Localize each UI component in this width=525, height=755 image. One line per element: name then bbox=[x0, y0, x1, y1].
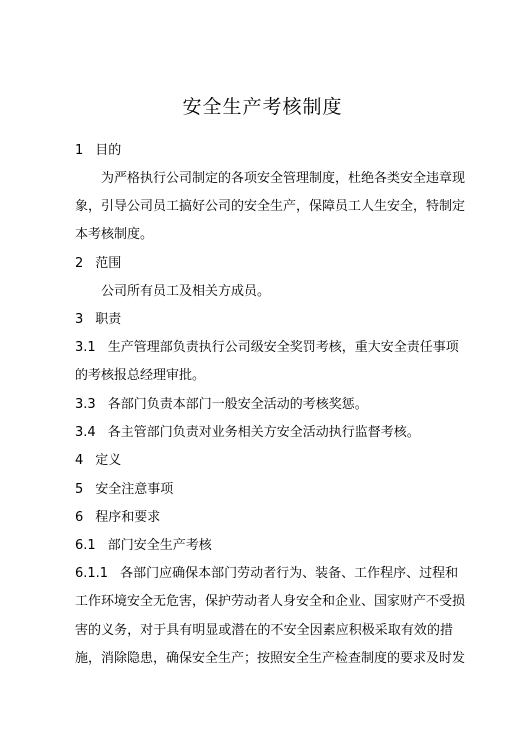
purpose-line-3: 本考核制度。 bbox=[75, 227, 154, 242]
section-title: 安全注意事项 bbox=[95, 482, 174, 497]
section-title: 范围 bbox=[95, 256, 122, 271]
section-number: 6 bbox=[75, 510, 84, 525]
clause-6-1-1-line-2: 工作环境安全无危害，保护劳动者人身安全和企业、国家财产不受损 bbox=[75, 594, 466, 609]
section-3-heading bbox=[75, 311, 121, 329]
section-title: 程序和要求 bbox=[95, 510, 161, 525]
section-number: 3 bbox=[75, 312, 84, 327]
section-2-heading bbox=[75, 255, 121, 273]
clause-number: 6.1.1 bbox=[75, 566, 109, 581]
duty-3-4 bbox=[75, 424, 420, 442]
subsection-6-1-heading bbox=[75, 537, 212, 555]
clause-number: 3.3 bbox=[75, 397, 96, 412]
section-number: 4 bbox=[75, 453, 84, 468]
scope-text: 公司所有员工及相关方成员。 bbox=[101, 284, 271, 299]
clause-6-1-1-line-4: 施，消除隐患，确保安全生产；按照安全生产检查制度的要求及时发 bbox=[75, 651, 466, 666]
clause-6-1-1-line-1 bbox=[75, 565, 459, 583]
clause-text: 各部门应确保本部门劳动者行为、装备、工作程序、过程和 bbox=[120, 566, 459, 581]
section-number: 5 bbox=[75, 482, 84, 497]
duty-3-3 bbox=[75, 396, 368, 414]
clause-text: 各主管部门负责对业务相关方安全活动执行监督考核。 bbox=[107, 425, 420, 440]
purpose-line-1: 为严格执行公司制定的各项安全管理制度，杜绝各类安全违章现 bbox=[101, 171, 466, 186]
section-title: 定义 bbox=[95, 453, 122, 468]
clause-text: 部门安全生产考核 bbox=[107, 538, 212, 553]
section-6-heading bbox=[75, 509, 160, 527]
document-title: 安全生产考核制度 bbox=[182, 96, 343, 118]
clause-text: 各部门负责本部门一般安全活动的考核奖惩。 bbox=[107, 397, 368, 412]
clause-text: 生产管理部负责执行公司级安全奖罚考核，重大安全责任事项 bbox=[107, 340, 459, 355]
duty-3-1-line-1 bbox=[75, 339, 459, 357]
duty-3-1-line-2: 的考核报总经理审批。 bbox=[75, 368, 206, 383]
section-4-heading bbox=[75, 452, 121, 470]
section-number: 2 bbox=[75, 256, 84, 271]
purpose-line-2: 象，引导公司员工搞好公司的安全生产，保障员工人生安全，特制定 bbox=[75, 199, 466, 214]
clause-number: 6.1 bbox=[75, 538, 96, 553]
section-number: 1 bbox=[75, 143, 84, 158]
clause-6-1-1-line-3: 害的义务，对于具有明显或潜在的不安全因素应积极采取有效的措 bbox=[75, 623, 453, 638]
clause-number: 3.1 bbox=[75, 340, 96, 355]
section-title: 目的 bbox=[95, 143, 122, 158]
section-5-heading bbox=[75, 481, 173, 499]
clause-number: 3.4 bbox=[75, 425, 96, 440]
section-1-heading bbox=[75, 142, 121, 160]
section-title: 职责 bbox=[95, 312, 122, 327]
